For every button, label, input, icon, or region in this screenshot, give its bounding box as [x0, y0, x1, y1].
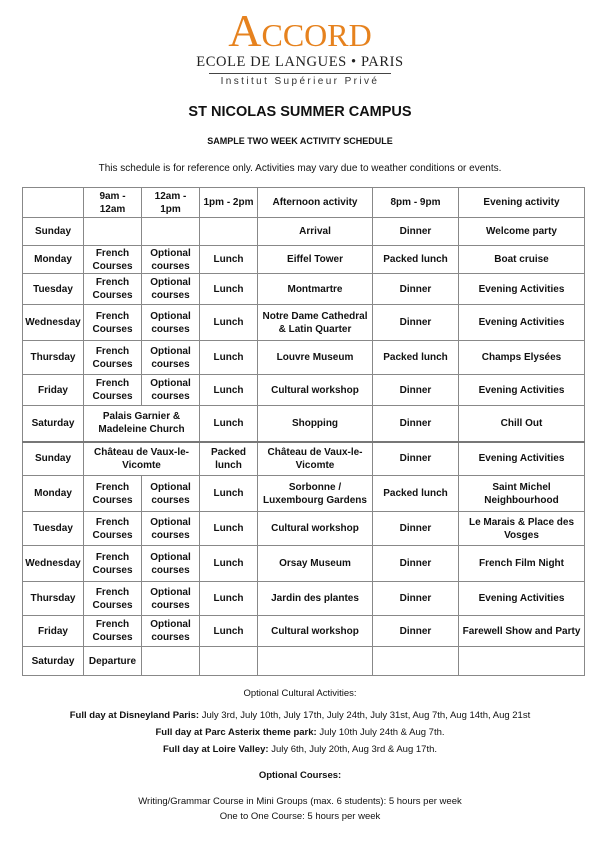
table-cell: Optional courses	[142, 476, 200, 512]
table-cell: Optional courses	[142, 246, 200, 274]
table-cell: Lunch	[200, 616, 258, 647]
table-row	[23, 406, 585, 442]
disney-line	[0, 710, 600, 722]
table-cell: Monday	[23, 476, 84, 512]
column-header: 8pm - 9pm	[373, 188, 459, 218]
page-title: ST NICOLAS SUMMER CAMPUS	[188, 104, 412, 120]
table-cell: Cultural workshop	[258, 616, 373, 647]
table-cell: Lunch	[200, 246, 258, 274]
table-cell: Departure	[84, 647, 142, 676]
loire-label: Full day at Loire Valley:	[162, 744, 269, 755]
table-cell: Dinner	[373, 616, 459, 647]
table-cell: Dinner	[373, 582, 459, 616]
table-cell: Dinner	[373, 375, 459, 406]
table-cell: Lunch	[200, 512, 258, 546]
table-cell: Optional courses	[142, 341, 200, 375]
course-line-2: One to One Course: 5 hours per week	[219, 811, 381, 822]
table-cell: Palais Garnier & Madeleine Church	[84, 406, 200, 442]
table-header-row	[23, 188, 585, 218]
table-cell: Cultural workshop	[258, 375, 373, 406]
table-cell: Dinner	[373, 305, 459, 341]
table-cell	[200, 647, 258, 676]
table-cell: Arrival	[258, 218, 373, 246]
table-cell: Packed lunch	[373, 476, 459, 512]
table-cell: French Courses	[84, 341, 142, 375]
table-cell: Le Marais & Place des Vosges	[459, 512, 585, 546]
table-cell: Louvre Museum	[258, 341, 373, 375]
optional-activities-heading: Optional Cultural Activities:	[243, 688, 357, 699]
table-cell: French Courses	[84, 246, 142, 274]
table-cell: Notre Dame Cathedral & Latin Quarter	[258, 305, 373, 341]
table-cell: Eiffel Tower	[258, 246, 373, 274]
table-row	[23, 476, 585, 512]
table-cell: Optional courses	[142, 274, 200, 305]
loire-line	[0, 744, 600, 756]
table-cell: Friday	[23, 616, 84, 647]
table-row	[23, 305, 585, 341]
column-header	[23, 188, 84, 218]
table-row	[23, 375, 585, 406]
table-cell	[258, 647, 373, 676]
logo-subtitle: ECOLE DE LANGUES • PARIS	[196, 54, 404, 70]
table-cell: Sunday	[23, 442, 84, 476]
table-cell	[84, 218, 142, 246]
table-cell: Evening Activities	[459, 274, 585, 305]
table-row	[23, 582, 585, 616]
table-cell: Saint Michel Neighbourhood	[459, 476, 585, 512]
table-cell: Optional courses	[142, 512, 200, 546]
table-cell: Thursday	[23, 582, 84, 616]
column-header: Evening activity	[459, 188, 585, 218]
table-cell: Packed lunch	[373, 341, 459, 375]
logo-divider	[209, 73, 391, 74]
table-cell: Monday	[23, 246, 84, 274]
table-row	[23, 647, 585, 676]
table-cell: Optional courses	[142, 582, 200, 616]
column-header: 12am - 1pm	[142, 188, 200, 218]
table-cell	[459, 647, 585, 676]
table-cell: Dinner	[373, 406, 459, 442]
table-cell: Sorbonne / Luxembourg Gardens	[258, 476, 373, 512]
table-cell: Saturday	[23, 647, 84, 676]
loire-dates: July 6th, July 20th, Aug 3rd & Aug 17th.	[271, 744, 438, 755]
disney-dates: July 3rd, July 10th, July 17th, July 24th, July 31st, Aug 7th, Aug 14th, Aug 21st	[201, 710, 531, 721]
column-header: Afternoon activity	[258, 188, 373, 218]
table-cell	[200, 218, 258, 246]
table-cell: Champs Elysées	[459, 341, 585, 375]
table-row	[23, 246, 585, 274]
table-cell: Evening Activities	[459, 375, 585, 406]
column-header: 1pm - 2pm	[200, 188, 258, 218]
school-logo	[0, 5, 600, 87]
table-cell: French Courses	[84, 616, 142, 647]
table-cell: French Courses	[84, 512, 142, 546]
schedule-note: This schedule is for reference only. Activities may vary due to weather conditions or events.	[98, 163, 502, 174]
column-header: 9am - 12am	[84, 188, 142, 218]
table-cell: Cultural workshop	[258, 512, 373, 546]
logo-tagline: Institut Supérieur Privé	[220, 76, 380, 87]
table-cell: Farewell Show and Party	[459, 616, 585, 647]
table-cell: French Film Night	[459, 546, 585, 582]
table-row	[23, 616, 585, 647]
table-row	[23, 341, 585, 375]
table-row	[23, 512, 585, 546]
page-subtitle: SAMPLE TWO WEEK ACTIVITY SCHEDULE	[207, 136, 393, 146]
optional-courses-heading: Optional Courses:	[258, 770, 342, 781]
table-cell	[142, 647, 200, 676]
table-cell: Dinner	[373, 218, 459, 246]
table-cell: Tuesday	[23, 512, 84, 546]
asterix-line	[0, 727, 600, 739]
table-cell: Saturday	[23, 406, 84, 442]
table-cell: Optional courses	[142, 546, 200, 582]
table-cell: Lunch	[200, 406, 258, 442]
table-cell: Château de Vaux-le-Vicomte	[258, 442, 373, 476]
table-cell: Evening Activities	[459, 305, 585, 341]
table-cell: Lunch	[200, 476, 258, 512]
table-cell: Packed lunch	[200, 442, 258, 476]
schedule-table	[22, 187, 585, 676]
table-cell: Welcome party	[459, 218, 585, 246]
table-row	[23, 442, 585, 476]
asterix-dates: July 10th July 24th & Aug 7th.	[319, 727, 445, 738]
table-cell: Montmartre	[258, 274, 373, 305]
table-row	[23, 546, 585, 582]
table-cell: Wednesday	[23, 546, 84, 582]
table-cell: Optional courses	[142, 305, 200, 341]
table-cell: Boat cruise	[459, 246, 585, 274]
course-line-1: Writing/Grammar Course in Mini Groups (max. 6 students): 5 hours per week	[138, 796, 462, 807]
table-cell: Lunch	[200, 341, 258, 375]
table-cell: Lunch	[200, 582, 258, 616]
table-cell: Optional courses	[142, 616, 200, 647]
table-cell: Lunch	[200, 274, 258, 305]
table-cell: Packed lunch	[373, 246, 459, 274]
table-cell: French Courses	[84, 375, 142, 406]
table-cell: Dinner	[373, 512, 459, 546]
logo-wordmark: Accord	[228, 5, 372, 56]
table-row	[23, 274, 585, 305]
table-row	[23, 218, 585, 246]
table-cell: Friday	[23, 375, 84, 406]
table-cell: Optional courses	[142, 375, 200, 406]
table-cell: Evening Activities	[459, 442, 585, 476]
table-cell: Dinner	[373, 274, 459, 305]
table-cell	[373, 647, 459, 676]
asterix-label: Full day at Parc Asterix theme park:	[155, 727, 317, 738]
table-cell: Jardin des plantes	[258, 582, 373, 616]
table-cell: French Courses	[84, 305, 142, 341]
table-cell: Lunch	[200, 375, 258, 406]
table-cell: Château de Vaux-le-Vicomte	[84, 442, 200, 476]
table-cell: Dinner	[373, 442, 459, 476]
table-cell: Wednesday	[23, 305, 84, 341]
table-cell: French Courses	[84, 582, 142, 616]
table-cell: Dinner	[373, 546, 459, 582]
table-cell: Orsay Museum	[258, 546, 373, 582]
table-cell: Sunday	[23, 218, 84, 246]
table-cell: Evening Activities	[459, 582, 585, 616]
table-cell: Shopping	[258, 406, 373, 442]
table-cell	[142, 218, 200, 246]
table-cell: Thursday	[23, 341, 84, 375]
table-cell: Tuesday	[23, 274, 84, 305]
table-cell: Lunch	[200, 546, 258, 582]
disney-label: Full day at Disneyland Paris:	[69, 710, 200, 721]
table-cell: French Courses	[84, 274, 142, 305]
table-cell: French Courses	[84, 476, 142, 512]
table-cell: Chill Out	[459, 406, 585, 442]
table-cell: Lunch	[200, 305, 258, 341]
table-cell: French Courses	[84, 546, 142, 582]
